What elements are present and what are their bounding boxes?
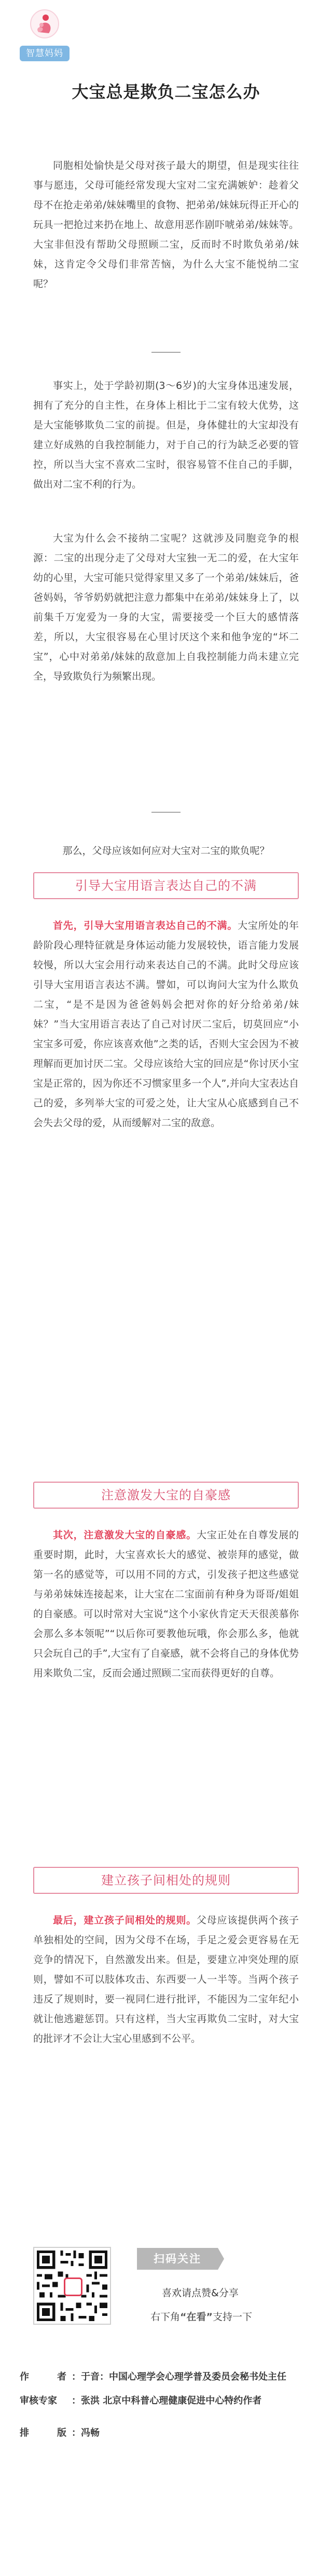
follow-footer xyxy=(33,2238,299,2341)
intro-paragraph: 同胞相处愉快是父母对孩子最大的期望，但是现实往往事与愿违，父母可能经常发现大宝对二宝充满嫉妒：趁着父母不在抢走弟弟/妹妹嘴里的食物、把弟弟/妹妹玩得正开心的玩具一把抢过来扔在地上、故意用恶作剧吓唬弟弟/妹妹等。大宝非但没有帮助父母照顾二宝，反而时不时欺负弟弟/妹妹，这肯定令父母们非常苦恼，为什么大宝不能悦纳二宝呢？ xyxy=(33,160,299,290)
like-share-text: 喜欢请点赞&分享 xyxy=(162,2287,239,2299)
section-3-body: 父母应该提供两个孩子单独相处的空间，因为父母不在场，手足之爱会更容易在无竞争的情况下，自然激发出来。但是，要建立冲突处理的原则，譬如不可以肢体攻击、东西要一人一半等。当两个孩子违反了规则时，要一视同仁进行批评，不能因为二宝年纪小就让他逃避惩罚。只有这样，当大宝再欺负二宝时，对大宝的批评才不会让大宝心里感到不公平。 xyxy=(33,1915,299,2044)
viewing-highlight: “在看” xyxy=(180,2311,213,2323)
section-3-lead: 最后，建立孩子间相处的规则。 xyxy=(53,1915,197,1926)
credit-reviewer-label: 审核专家 xyxy=(20,2395,57,2406)
section-3-paragraph xyxy=(33,1910,299,2049)
section-1-body: 大宝所处的年龄阶段心理特征就是身体运动能力发展较快，语言能力发展较慢，所以大宝会用行动来表达自己的不满。此时父母应该引导大宝用语言表达不满。譬如，可以询问大宝为什么欺负二宝，“是不是因为爸爸妈妈会把对你的好分给弟弟/妹妹？”当大宝用语言表达了自己对讨厌二宝后，切莫回应“小宝宝多可爱，你应该喜欢他”之类的话，否则大宝会因为不被理解而更加讨厌二宝。父母应该给大宝的回应是“你讨厌小宝宝是正常的，因为你还不习惯家里多一个人”,并向大宝表达自己的爱，多列举大宝的可爱之处，让大宝从心底感到自己不会失去父母的爱，从而缓解对二宝的敌意。 xyxy=(33,920,299,1129)
question-text: 那么，父母应该如何应对大宝对二宝的欺负呢？ xyxy=(62,845,270,857)
section-2-body: 大宝正处在自尊发展的重要时期，此时，大宝喜欢长大的感觉、被崇拜的感觉，做第一名的感觉等，可以用不同的方式，引发孩子把这些感觉与弟弟妹妹连接起来，让大宝在二宝面前有种身为哥哥/姐姐的自豪感。可以时常对大宝说“这个小家伙肯定天天很羡慕你会那么多本领呢”“以后你可要教他玩哦，你会那么多，他就只会玩自己的手”,大宝有了自豪感，就不会将自己的身体优势用来欺负二宝，反而会通过照顾二宝而获得更好的自尊。 xyxy=(33,1529,299,1679)
scan-follow-badge: 扫码关注 xyxy=(137,2248,218,2270)
credit-author-value: ：于音：中国心理学会心理学普及委员会秘书处主任 xyxy=(72,2371,286,2382)
credit-author xyxy=(20,2367,310,2387)
section-2-paragraph xyxy=(33,1525,299,1683)
credit-author-label: 作 者 xyxy=(20,2371,70,2382)
qr-code-icon[interactable] xyxy=(33,2247,111,2325)
credit-layout-value: ：冯畅 xyxy=(72,2428,100,2438)
brand-logo xyxy=(20,6,70,65)
credit-layout xyxy=(20,2423,310,2443)
article-title: 大宝总是欺负二宝怎么办 xyxy=(72,82,260,102)
brand-name: 智慧妈妈 xyxy=(20,46,70,61)
credit-layout-label: 排 版 xyxy=(20,2428,70,2438)
section-1-lead: 首先，引导大宝用语言表达自己的不满。 xyxy=(53,920,238,931)
viewing-prefix: 右下角 xyxy=(150,2311,181,2323)
section-2-lead: 其次，注意激发大宝的自豪感。 xyxy=(53,1529,197,1541)
credits xyxy=(20,2367,310,2443)
section-heading-1: 引导大宝用语言表达自己的不满 xyxy=(33,872,299,899)
section-heading-3: 建立孩子间相处的规则 xyxy=(33,1867,299,1894)
explanation-paragraph-1: 事实上，处于学龄初期(3～6岁)的大宝身体迅速发展，拥有了充分的自主性，在身体上相比于二宝有较大优势，这是大宝能够欺负二宝的前提。但是，身体健壮的大宝却没有建立好成熟的自我控制能力，对于自己的行为缺乏必要的管控，所以当大宝不喜欢二宝时，很容易管不住自己的手脚，做出对二宝不利的行为。 xyxy=(33,380,299,490)
credit-reviewer xyxy=(20,2391,310,2411)
credit-reviewer-value: ：张洪 北京中科普心理健康促进中心特约作者 xyxy=(72,2395,262,2406)
viewing-suffix: 支持一下 xyxy=(213,2311,253,2323)
mother-child-icon xyxy=(30,9,59,38)
section-1-paragraph xyxy=(33,916,299,1133)
section-heading-2: 注意激发大宝的自豪感 xyxy=(33,1482,299,1509)
viewing-support-text xyxy=(150,2309,252,2323)
explanation-paragraph-2: 大宝为什么会不接纳二宝呢？这就涉及同胞竞争的根源：二宝的出现分走了父母对大宝独一无二的爱，在大宝年幼的心里，大宝可能只觉得家里又多了一个弟弟/妹妹后，爸爸妈妈，爷爷奶奶就把注意力都集中在弟弟/妹妹身上了，以前集千万宠爱为一身的大宝，需要接受一个巨大的感情落差，所以，大宝很容易在心里讨厌这个来和他争宠的“坏二宝”，心中对弟弟/妹妹的敌意加上自我控制能力尚未建立完全，导致欺负行为频繁出现。 xyxy=(33,533,299,682)
qr-center-logo xyxy=(64,2277,82,2296)
